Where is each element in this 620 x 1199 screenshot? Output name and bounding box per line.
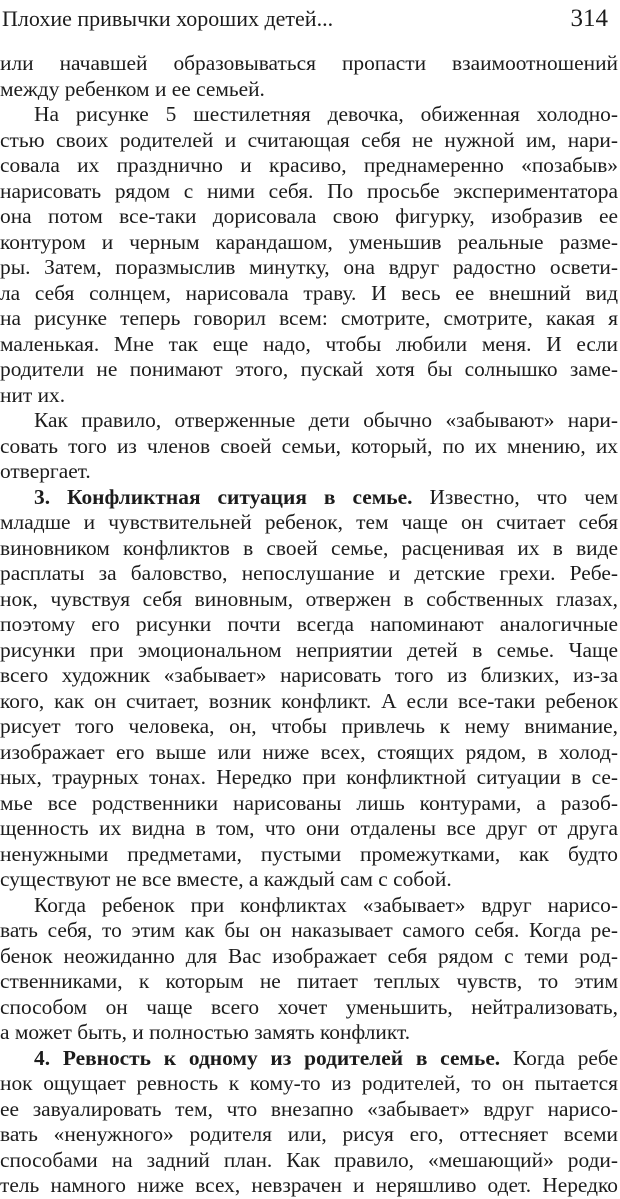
line-text: рисует того человека, он, чтобы привлечь к нему внимание, [0, 714, 618, 738]
text-line [0, 102, 618, 128]
line-text: способами на задний план. Как правило, «мешающий» роди- [0, 1147, 618, 1172]
line-text: или начавшей образовываться пропасти взаимоотношений [0, 51, 618, 75]
line-text: а может быть, и полностью замять конфликт. [0, 1020, 411, 1044]
line-text: бенок неожиданно для Вас изображает себя рядом с теми род- [0, 943, 618, 968]
line-text: нок, чувствуя себя виновным, отвержен в собственных глазах, [0, 586, 618, 611]
line-text: маленькая. Мне так еще надо, чтобы любили меня. И если [0, 331, 618, 356]
line-text: ее завуалировать тем, что внезапно «забывает» вдруг нарисо- [0, 1096, 618, 1121]
section-heading: 4. Ревность к одному из родителей в семье. [34, 1045, 501, 1070]
text-line [0, 918, 618, 944]
line-text: ственниками, к которым не питает теплых чувств, то этим [0, 969, 618, 993]
text-line [0, 944, 618, 970]
text-line [0, 561, 618, 587]
line-text: между ребенком и ее семьей. [0, 76, 265, 101]
text-line [0, 408, 618, 434]
text-line [0, 153, 618, 179]
line-text: расплаты за баловство, непослушание и детские грехи. Ребе- [0, 561, 618, 585]
text-line [0, 281, 618, 307]
text-line [0, 306, 618, 332]
text-line [0, 357, 618, 383]
text-line [0, 740, 618, 766]
text-line [0, 1097, 618, 1123]
line-text: совала их празднично и красиво, преднамеренно «позабыв» [0, 153, 618, 177]
text-line [0, 383, 618, 409]
running-title: Плохие привычки хороших детей... [2, 6, 334, 31]
text-line [0, 179, 618, 205]
text-line [0, 536, 618, 562]
page-number: 314 [570, 5, 608, 32]
line-text: мье все родственники нарисованы лишь контурами, а разоб- [0, 790, 618, 815]
line-text: ры. Затем, поразмыслив минутку, она вдруг радостно освети- [0, 255, 618, 279]
text-line [0, 689, 618, 715]
text-line [0, 51, 618, 77]
text-line [0, 1071, 618, 1097]
line-text: рисунки при эмоциональном неприятии детей в семье. Чаще [0, 637, 618, 662]
line-text: младше и чувствительней ребенок, тем чаще он считает себя [0, 510, 618, 534]
line-text: Когда ребенок при конфликтах «забывает» вдруг нарисо- [34, 892, 618, 917]
text-line [0, 1148, 618, 1174]
line-text: изображает его выше или ниже всех, стоящих рядом, в холод- [0, 739, 618, 764]
text-line [0, 1122, 618, 1148]
text-line [0, 816, 618, 842]
line-text: контуром и черным карандашом, уменьшив реальные разме- [0, 229, 618, 254]
text-line [0, 204, 618, 230]
line-text: ных, траурных тонах. Нередко при конфликтной ситуации в се- [0, 765, 618, 789]
line-text: она потом все-таки дорисовала свою фигурку, изобразив ее [0, 204, 618, 228]
line-text: виновником конфликтов в своей семье, расценивая их в виде [0, 535, 618, 560]
line-text: поэтому его рисунки почти всегда напоминают аналогичные [0, 612, 618, 636]
line-text: на рисунке теперь говорил всем: смотрите, смотрите, какая я [0, 306, 618, 330]
text-line [0, 867, 618, 893]
text-line [0, 714, 618, 740]
line-text: стью своих родителей и считающая себя не нужной им, нари- [0, 127, 618, 152]
text-line [0, 1046, 618, 1072]
line-text: нарисовать рядом с ними себя. По просьбе экспериментатора [0, 178, 618, 203]
text-line [0, 791, 618, 817]
text-line [0, 638, 618, 664]
text-line [0, 485, 618, 511]
line-text: нок ощущает ревность к кому-то из родителей, то он пытается [0, 1071, 618, 1095]
line-text: родители не понимают этого, пускай хотя бы солнышко заме- [0, 357, 618, 381]
line-text: ла себя солнцем, нарисовала траву. И весь ее внешний вид [0, 280, 618, 305]
line-text: вать себя, то этим как бы он наказывает самого себя. Когда ре- [0, 918, 618, 942]
line-text: совать того из членов своей семьи, который, по их мнению, их [0, 433, 618, 458]
text-line [0, 663, 618, 689]
line-text: щенность их видна в том, что они отдалены все друг от друга [0, 816, 618, 840]
line-text: способом он чаще всего хочет уменьшить, нейтрализовать, [0, 994, 618, 1019]
line-text: тель намного ниже всех, невзрачен и неряшливо одет. Нередко [0, 1173, 618, 1197]
text-line [0, 587, 618, 613]
text-line [0, 612, 618, 638]
line-text: ненужными предметами, пустыми промежутками, как будто [0, 841, 618, 866]
text-line [0, 765, 618, 791]
line-text: существуют не все вместе, а каждый сам с собой. [0, 867, 452, 891]
text-line [0, 969, 618, 995]
page-header [0, 4, 608, 34]
text-line [0, 332, 618, 358]
text-line [0, 230, 618, 256]
line-text: отвергает. [0, 459, 91, 483]
line-text: Когда ребе [500, 1045, 618, 1070]
section-heading: 3. Конфликтная ситуация в семье. [34, 484, 413, 509]
text-line [0, 255, 618, 281]
body-text [0, 51, 618, 1199]
text-line [0, 128, 618, 154]
line-text: Известно, что чем [412, 484, 618, 509]
text-line [0, 510, 618, 536]
text-line [0, 434, 618, 460]
text-line [0, 459, 618, 485]
line-text: Как правило, отверженные дети обычно «забывают» нари- [34, 408, 618, 432]
line-text: нит их. [0, 382, 66, 407]
text-line [0, 1020, 618, 1046]
text-line [0, 893, 618, 919]
text-line [0, 995, 618, 1021]
line-text: всего художник «забывает» нарисовать того из близких, из-за [0, 663, 618, 687]
line-text: На рисунке 5 шестилетняя девочка, обиженная холодно- [34, 102, 618, 126]
line-text: вать «ненужного» родителя или, рисуя его, оттесняет всеми [0, 1122, 618, 1146]
text-line [0, 77, 618, 103]
line-text: кого, как он считает, возник конфликт. А если все-таки ребенок [0, 688, 618, 713]
text-line [0, 1173, 618, 1199]
text-line [0, 842, 618, 868]
